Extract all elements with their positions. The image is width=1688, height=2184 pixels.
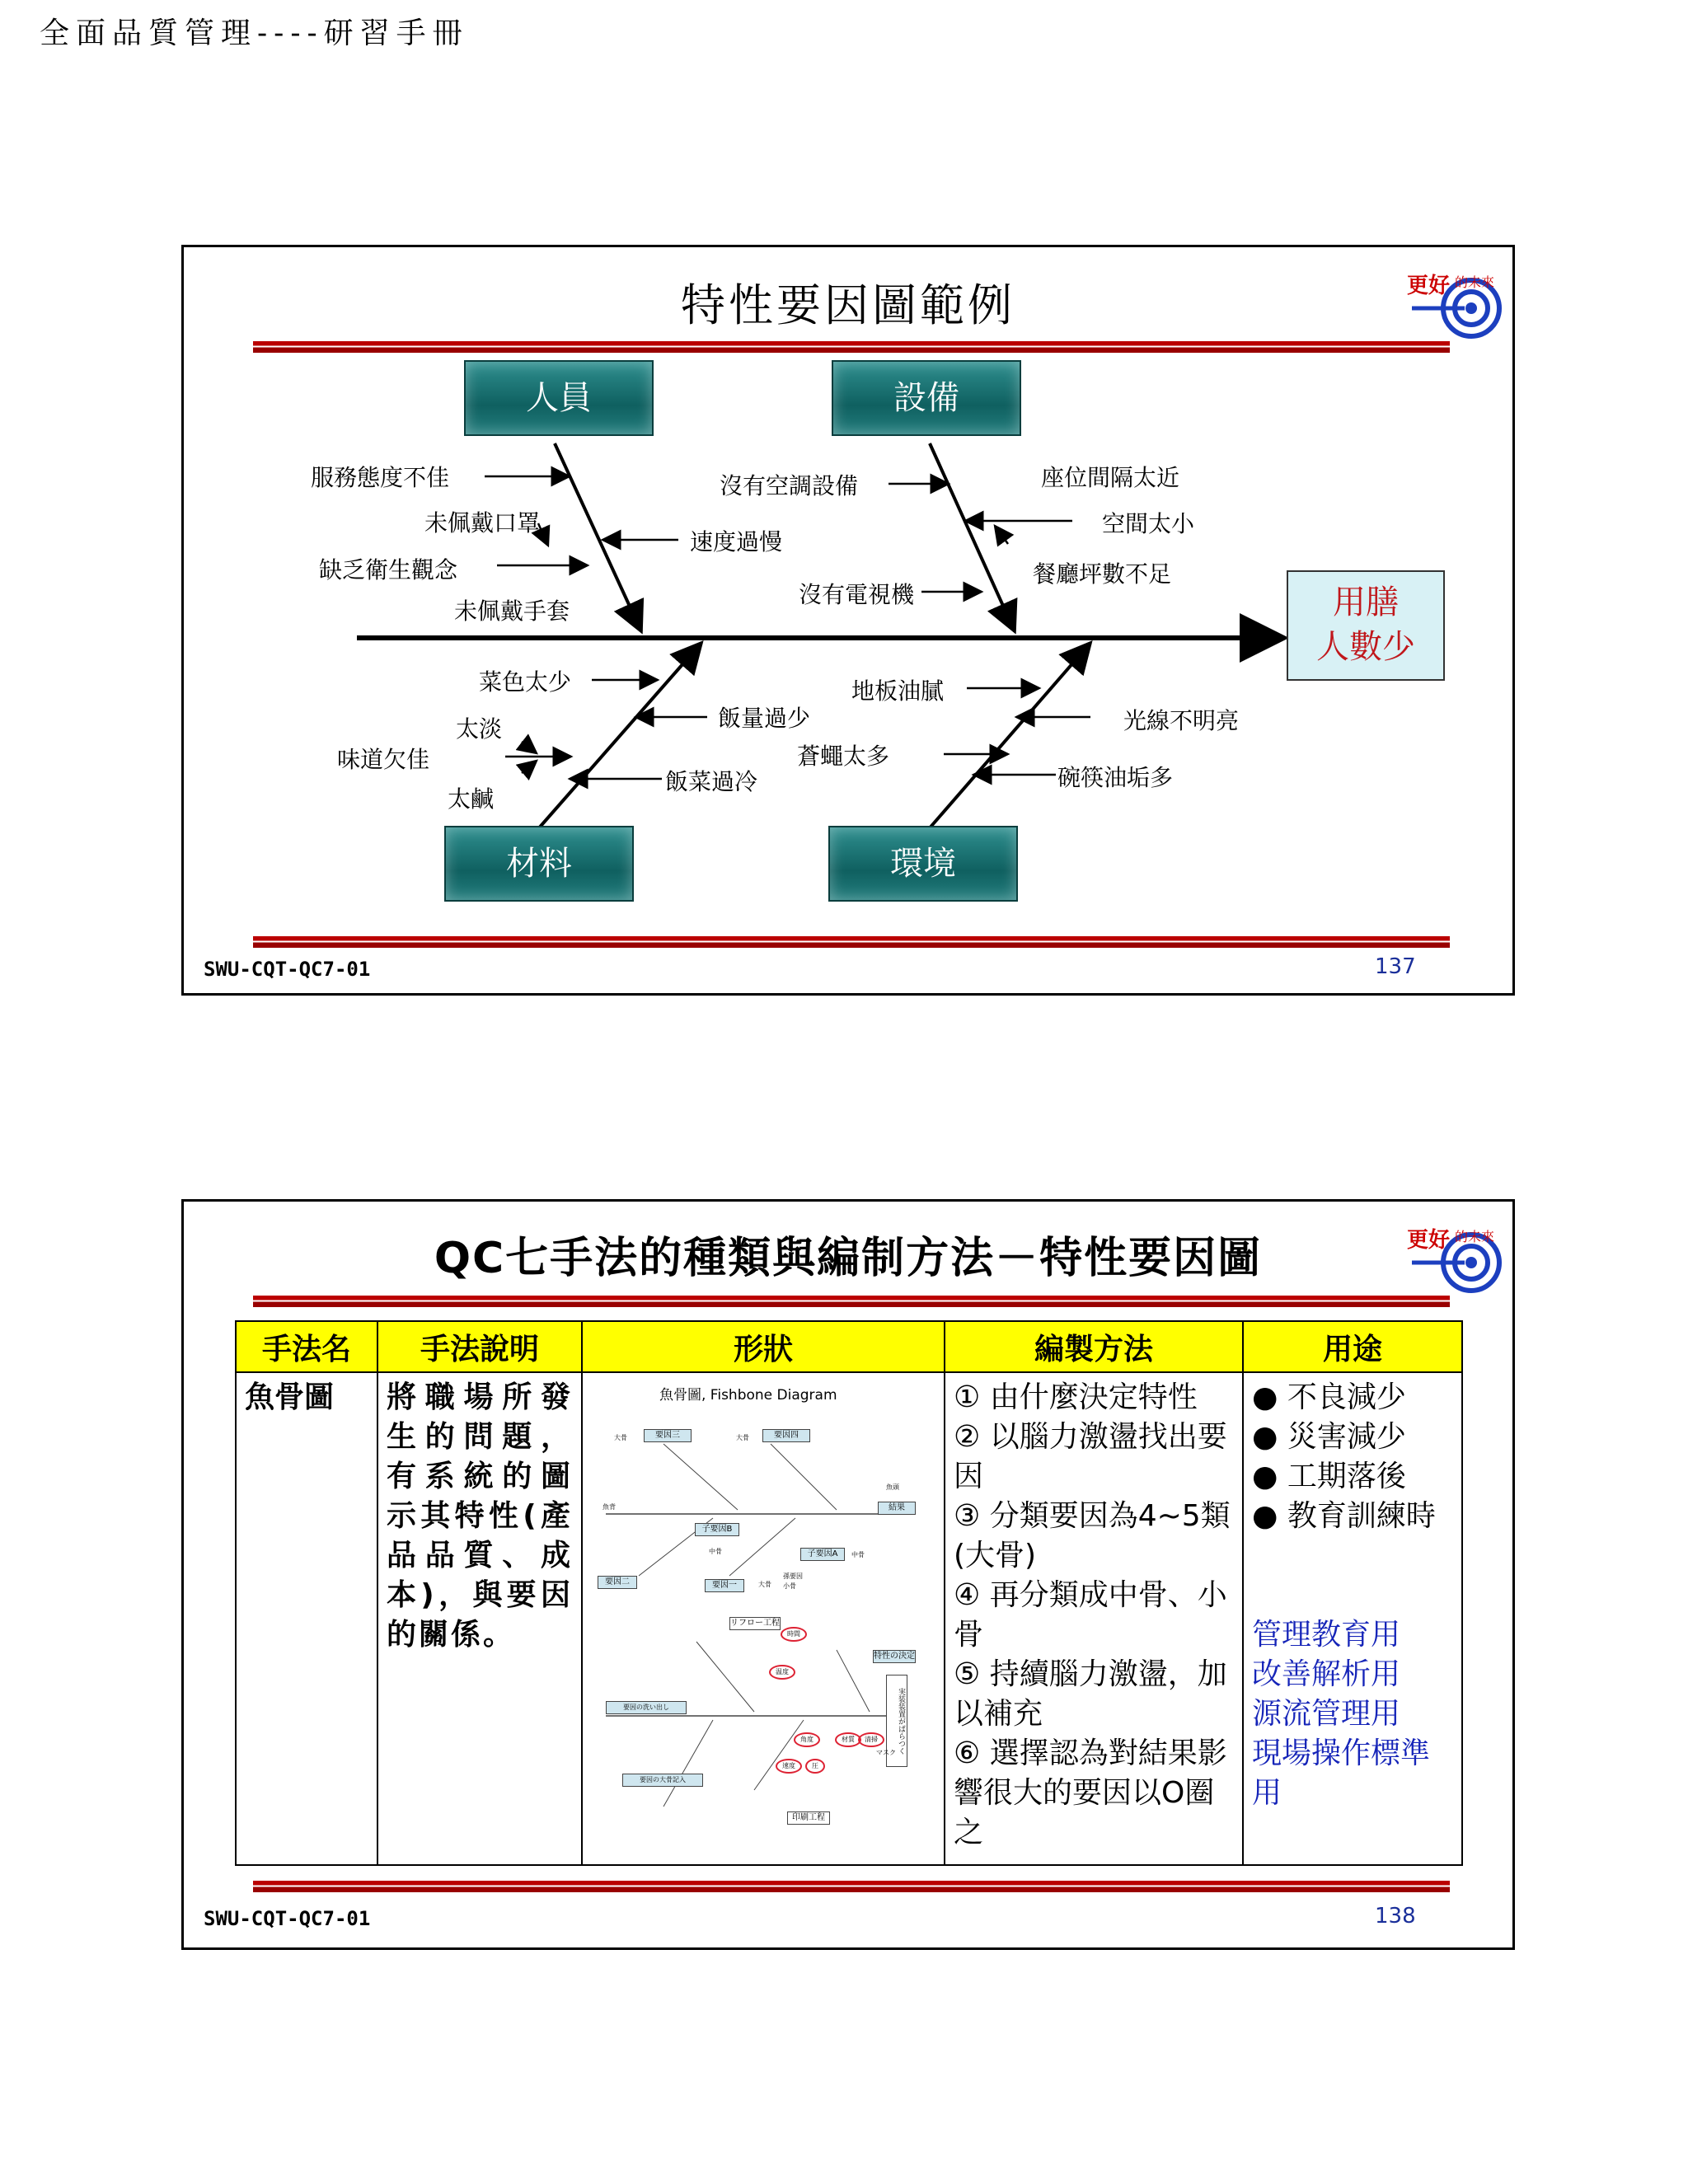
mini-box: 要因の大骨記入 [622, 1774, 703, 1787]
slide-qc-methods [181, 1199, 1515, 1950]
use-item: ● 教育訓練時 [1252, 1499, 1436, 1533]
use-item: ● 不良減少 [1252, 1380, 1406, 1414]
mini-box: リフロー工程 [729, 1617, 781, 1630]
step-item: ⑥ 選擇認為對結果影響很大的要因以O圈之 [954, 1736, 1227, 1849]
slide-title: QC七手法的種類與編制方法－特性要因圖 [434, 1234, 1263, 1283]
mini-box: 要因四 [762, 1429, 810, 1442]
logo-text: 更好 [1407, 274, 1451, 298]
use-item-blue: 管理教育用 [1252, 1618, 1401, 1652]
cause-label: 味道欠佳 [337, 746, 430, 773]
mini-circle: 清掃 [858, 1732, 884, 1747]
slide-fishbone-example [181, 245, 1515, 996]
footer-rule [253, 936, 1450, 948]
step-item: ⑤ 持續腦力激盪，加以補充 [954, 1657, 1227, 1731]
footer-code: SWU-CQT-QC7-01 [204, 958, 371, 981]
slide-title: 特性要因圖範例 [681, 279, 1015, 331]
mini-box: 子要因B [695, 1523, 739, 1536]
cause-label: 蒼蠅太多 [797, 743, 890, 770]
step-item: ① 由什麼決定特性 [954, 1380, 1198, 1414]
mini-label: 小骨 [783, 1582, 796, 1590]
mini-circle: 材質 [835, 1732, 861, 1747]
category-environment: 環境 [828, 826, 1018, 902]
cause-label: 服務態度不佳 [311, 464, 450, 491]
cause-label: 地板油膩 [851, 677, 945, 705]
use-item: ● 工期落後 [1252, 1460, 1406, 1493]
footer-rule [253, 1881, 1450, 1892]
document-header: 全面品質管理----研習手冊 [40, 16, 469, 50]
mini-fishbone-diagram [589, 1378, 927, 1848]
mini-label: 中骨 [851, 1551, 865, 1558]
cause-label: 缺乏衛生觀念 [319, 556, 458, 583]
cause-label: 沒有空調設備 [720, 472, 859, 499]
footer-code: SWU-CQT-QC7-01 [204, 1907, 371, 1930]
mini-label: 大骨 [614, 1434, 627, 1441]
mini-label: 中骨 [709, 1548, 722, 1555]
mini-title: 魚骨圖, Fishbone Diagram [659, 1387, 837, 1404]
mini-label: マスク [876, 1749, 896, 1756]
mini-box: 特性の決定 [873, 1650, 916, 1663]
category-people: 人員 [464, 360, 654, 436]
mini-box: 要因一 [705, 1579, 744, 1592]
mini-label: 大骨 [736, 1434, 749, 1441]
mini-label: 大骨 [758, 1581, 771, 1588]
mini-circle: 速度 [776, 1759, 802, 1774]
effect-line2: 人數少 [1316, 628, 1415, 666]
mini-circle: 圧 [805, 1759, 825, 1774]
mini-circle: 角度 [794, 1732, 820, 1747]
use-item-blue: 改善解析用 [1252, 1657, 1401, 1691]
method-description: 將職場所發生的問題，有系統的圖示其特性(產品品質、成本)，與要因的關係。 [377, 1372, 582, 1865]
methods-table [235, 1320, 1463, 1866]
logo [1407, 1212, 1504, 1302]
effect-box [1287, 570, 1445, 681]
mini-circle: 温度 [769, 1665, 795, 1680]
cause-label: 菜色太少 [479, 668, 572, 696]
page-number: 138 [1375, 1904, 1416, 1929]
mini-box: 要因二 [598, 1576, 637, 1589]
cause-label: 未佩戴手套 [454, 598, 570, 625]
cause-label: 空間太小 [1102, 510, 1195, 537]
table-header-row [236, 1321, 1462, 1372]
logo-text: 更好 [1407, 1228, 1451, 1253]
cause-label: 餐廳坪數不足 [1033, 560, 1172, 588]
mini-box: 印刷工程 [787, 1811, 830, 1825]
use-item-blue: 源流管理用 [1252, 1697, 1401, 1731]
category-material: 材料 [444, 826, 634, 902]
mini-box: 子要因A [800, 1548, 845, 1561]
table-row [236, 1372, 1462, 1865]
cause-label: 未佩戴口罩 [424, 509, 541, 537]
column-header: 手法說明 [377, 1321, 582, 1372]
mini-label: 孫要因 [783, 1572, 803, 1580]
page-number: 137 [1375, 954, 1416, 979]
mini-circle: 時間 [781, 1627, 807, 1642]
mini-box: 結果 [878, 1502, 916, 1515]
mini-label: 魚頭 [886, 1483, 899, 1491]
use-item-blue: 現場操作標準用 [1252, 1736, 1431, 1810]
cause-label: 太淡 [456, 715, 503, 743]
step-item: ② 以腦力激盪找出要因 [954, 1420, 1227, 1493]
shape-cell [582, 1372, 945, 1865]
method-name: 魚骨圖 [236, 1372, 377, 1865]
mini-box: 要因三 [644, 1429, 692, 1442]
cause-label: 沒有電視機 [799, 581, 915, 608]
title-rule [253, 1296, 1450, 1307]
cause-label: 座位間隔太近 [1041, 464, 1180, 491]
step-item: ④ 再分類成中骨、小骨 [954, 1578, 1227, 1652]
column-header: 用途 [1243, 1321, 1462, 1372]
steps-cell [945, 1372, 1243, 1865]
use-item: ● 災害減少 [1252, 1420, 1406, 1454]
cause-label: 碗筷油垢多 [1057, 764, 1174, 791]
cause-label: 飯量過少 [718, 705, 811, 732]
category-equipment: 設備 [832, 360, 1021, 436]
cause-label: 飯菜過冷 [665, 768, 758, 795]
effect-line1: 用膳 [1333, 583, 1399, 621]
logo-sub: 的未來 [1455, 274, 1495, 290]
step-item: ③ 分類要因為4~5類(大骨) [954, 1499, 1231, 1572]
logo-sub: 的未來 [1455, 1229, 1495, 1244]
mini-box: 要因の洗い出し [606, 1701, 687, 1714]
cause-label: 速度過慢 [690, 528, 783, 555]
mini-label: 魚背 [603, 1503, 616, 1511]
uses-cell [1243, 1372, 1462, 1865]
mini-box: 実装装置がばらつく [886, 1675, 907, 1767]
column-header: 編製方法 [945, 1321, 1243, 1372]
column-header: 手法名 [236, 1321, 377, 1372]
column-header: 形狀 [582, 1321, 945, 1372]
cause-label: 太鹹 [448, 785, 495, 813]
cause-label: 光線不明亮 [1123, 707, 1240, 734]
